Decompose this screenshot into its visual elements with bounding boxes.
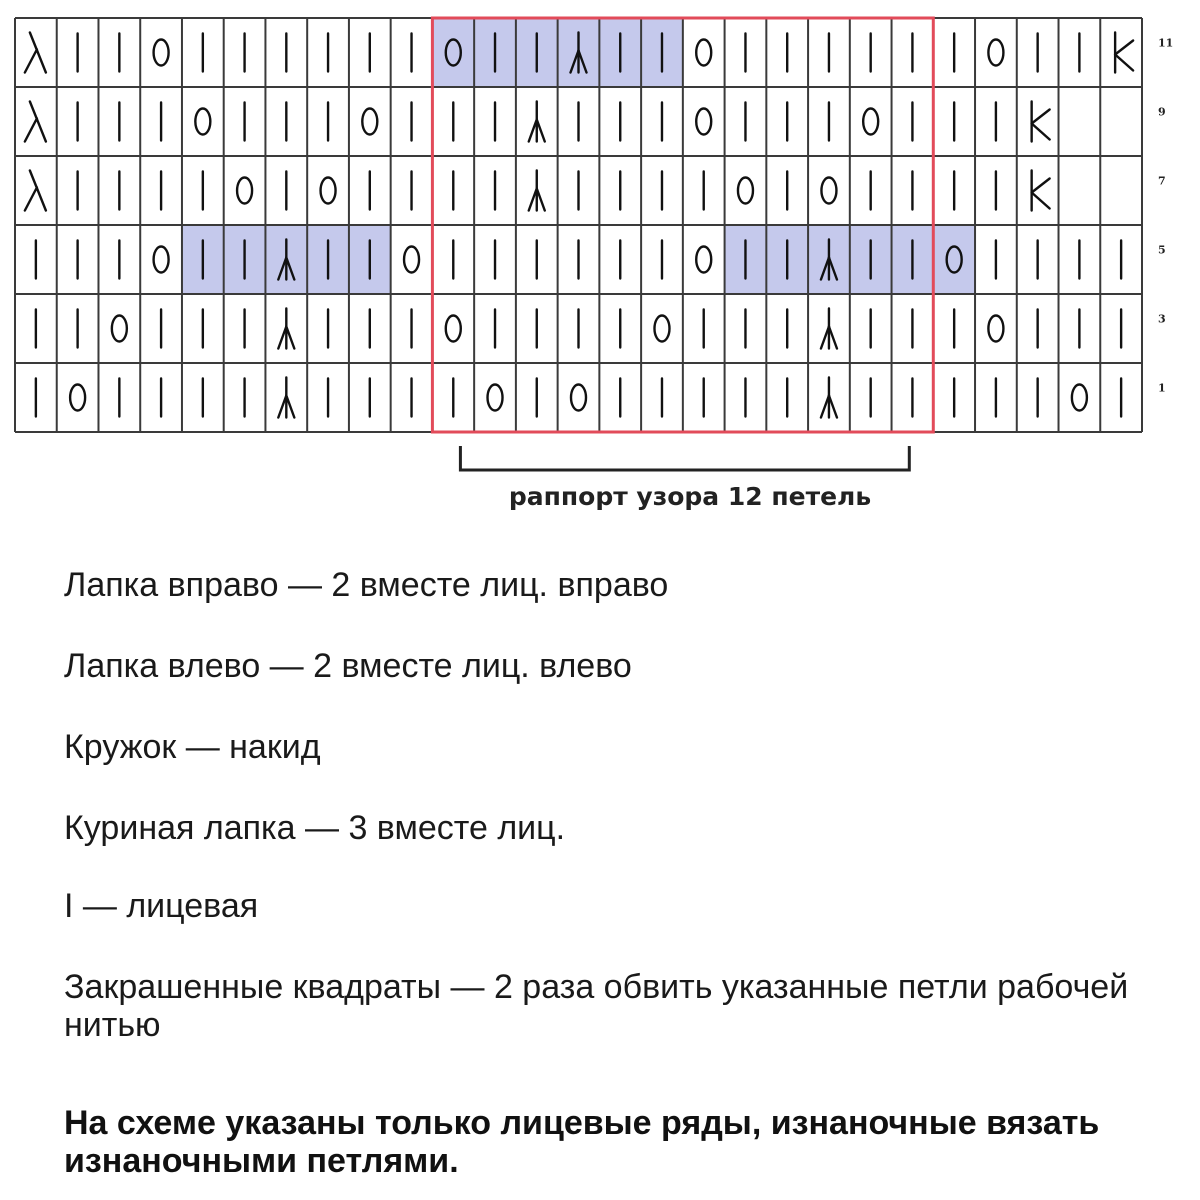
legend-knit: I — лицевая [64,887,259,925]
chicken-foot-icon [278,378,294,418]
yarn-over-circle-icon [70,385,85,411]
lambda-left-icon [1032,171,1050,211]
repeat-caption: раппорт узора 12 петель [508,482,872,511]
yarn-over-circle-icon [112,316,127,342]
yarn-over-circle-icon [404,247,419,273]
legend-chicken-foot: Куриная лапка — 3 вместе лиц. [64,809,566,847]
repeat-bracket [460,446,909,470]
row-number: 7 [1158,174,1166,188]
yarn-over-circle-icon [488,385,503,411]
yarn-over-circle-icon [821,178,836,204]
row-number: 11 [1158,36,1174,50]
yarn-over-circle-icon [696,247,711,273]
shaded-cell [432,18,474,87]
yarn-over-circle-icon [321,178,336,204]
row-number: 9 [1158,105,1166,119]
yarn-over-circle-icon [195,109,210,135]
yarn-over-circle-icon [237,178,252,204]
yarn-over-circle-icon [446,316,461,342]
chicken-foot-icon [821,309,837,349]
shaded-cell [933,225,975,294]
lambda-left-icon [1032,102,1050,142]
chicken-foot-icon [529,102,545,142]
legend-shaded-squares: Закрашенные квадраты — 2 раза обвить указанные петли рабочей нитью [64,968,1129,1044]
yarn-over-circle-icon [571,385,586,411]
yarn-over-circle-icon [863,109,878,135]
chart-note: На схеме указаны только лицевые ряды, изнаночные вязать изнаночными петлями. [64,1104,1100,1180]
legend-yarn-over: Кружок — накид [64,728,321,766]
lambda-right-icon [25,171,46,211]
yarn-over-circle-icon [696,109,711,135]
legend-left-decrease: Лапка влево — 2 вместе лиц. влево [64,647,632,685]
yarn-over-circle-icon [654,316,669,342]
legend-right-decrease: Лапка вправо — 2 вместе лиц. вправо [64,566,669,604]
row-numbers [1158,37,1173,395]
yarn-over-circle-icon [988,316,1003,342]
lambda-left-icon [1115,33,1133,73]
yarn-over-circle-icon [988,40,1003,66]
row-number: 5 [1158,243,1166,257]
yarn-over-circle-icon [154,247,169,273]
chicken-foot-icon [821,378,837,418]
lambda-right-icon [25,102,46,142]
row-number: 3 [1158,312,1166,326]
yarn-over-circle-icon [154,40,169,66]
knitting-chart [0,0,1200,540]
yarn-over-circle-icon [362,109,377,135]
yarn-over-circle-icon [1072,385,1087,411]
row-number: 1 [1158,381,1166,395]
yarn-over-circle-icon [738,178,753,204]
chicken-foot-icon [278,309,294,349]
chicken-foot-icon [529,171,545,211]
lambda-right-icon [25,33,46,73]
yarn-over-circle-icon [696,40,711,66]
